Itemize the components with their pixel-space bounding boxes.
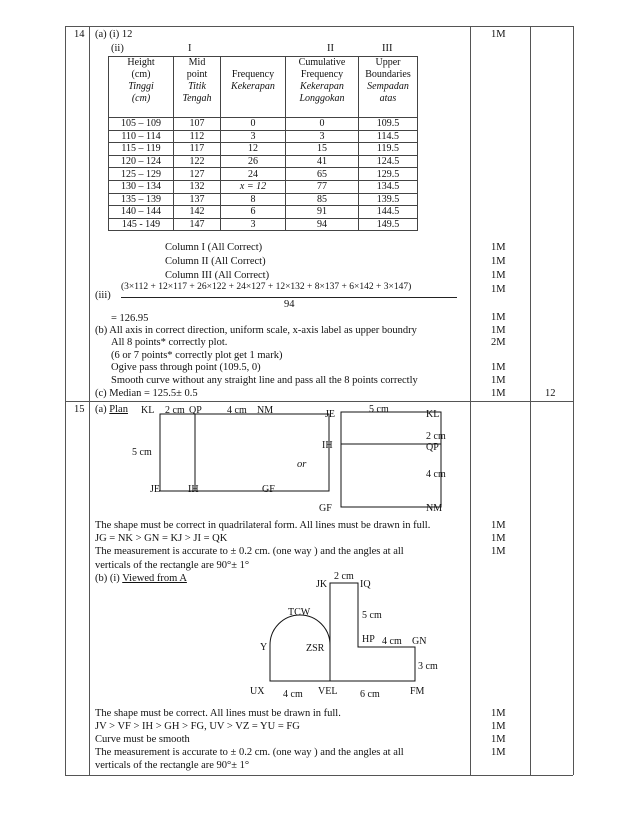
label-nm: NM	[426, 503, 443, 514]
table-cell: 24	[221, 168, 286, 181]
table-row	[109, 143, 418, 156]
mark: 1M	[491, 708, 506, 719]
q15-a-text-1: The shape must be correct in quadrilateral form. All lines must be drawn in full.	[95, 520, 431, 531]
q15-a-text-2: JG = NK > GN = KJ > JI = QK	[95, 533, 228, 544]
q15-b-heading: (b) (i) Viewed from A	[95, 573, 187, 584]
table-cell: 6	[221, 206, 286, 219]
mark: 1M	[491, 388, 506, 399]
mark: 1M	[491, 734, 506, 745]
mark: 1M	[491, 533, 506, 544]
label-ux: UX	[250, 686, 265, 697]
table-cell: 0	[221, 118, 286, 131]
q14-b-line-2: All 8 points* correctly plot.	[111, 337, 228, 348]
mark: 1M	[491, 242, 506, 253]
q14-c-median: (c) Median = 125.5± 0.5	[95, 388, 198, 399]
table-row	[109, 193, 418, 206]
table-cell: 135 – 139	[109, 193, 174, 206]
table-cell: 15	[286, 143, 359, 156]
table-cell: 145 - 149	[109, 218, 174, 231]
table-cell: 107	[174, 118, 221, 131]
plan-diagram-1	[90, 400, 330, 504]
table-bottom-border	[65, 775, 573, 776]
label-qp: QP	[189, 405, 202, 416]
col-border-right	[573, 26, 574, 775]
q14-a-ii: (ii)	[111, 43, 124, 54]
check-column-i: Column I (All Correct)	[165, 242, 263, 253]
col-label-i: I	[188, 43, 192, 54]
table-row	[109, 180, 418, 193]
label-dim-4cm: 4 cm	[426, 469, 446, 480]
table-cell: 12	[221, 143, 286, 156]
table-header-row	[109, 57, 418, 118]
plan-heading: Plan	[109, 404, 128, 415]
label-dim-2cm: 2 cm	[165, 405, 185, 416]
mark: 1M	[491, 325, 506, 336]
q14-total-marks: 12	[545, 388, 556, 399]
mean-result: = 126.95	[111, 313, 149, 324]
label-dim-6cm: 6 cm	[360, 689, 380, 700]
table-cell: 109.5	[359, 118, 418, 131]
header-upper: Upper Boundaries Sempadan atas	[359, 57, 418, 118]
table-cell: 41	[286, 155, 359, 168]
table-cell: 26	[221, 155, 286, 168]
label-kl: KL	[141, 405, 155, 416]
q14-b-line-3: (6 or 7 points* correctly plot get 1 mark)	[111, 350, 283, 361]
mark: 1M	[491, 520, 506, 531]
check-column-iii: Column III (All Correct)	[165, 270, 270, 281]
mark: 1M	[491, 747, 506, 758]
mark: 1M	[491, 362, 506, 373]
table-cell: 0	[286, 118, 359, 131]
fraction-bar	[121, 297, 457, 298]
q15-a-heading: (a) Plan	[95, 404, 128, 415]
q14-a-i: (a) (i) 12	[95, 29, 133, 40]
plan-diagram-2	[318, 400, 468, 515]
question-number-14: 14	[74, 29, 85, 40]
table-cell: 129.5	[359, 168, 418, 181]
table-cell: 127	[174, 168, 221, 181]
table-cell: 149.5	[359, 218, 418, 231]
frequency-table	[108, 56, 418, 231]
label-dim-5cm: 5 cm	[132, 447, 152, 458]
label-qp: QP	[426, 442, 439, 453]
question-number-15: 15	[74, 404, 85, 415]
q15-b-text-5: verticals of the rectangle are 90°± 1°	[95, 760, 250, 771]
label-iq: IQ	[360, 579, 371, 590]
table-row	[109, 206, 418, 219]
table-cell: 122	[174, 155, 221, 168]
mark: 2M	[491, 337, 506, 348]
mark: 1M	[491, 721, 506, 732]
label-hp: HP	[362, 634, 375, 645]
table-cell: 8	[221, 193, 286, 206]
q14-b-line-4: Ogive pass through point (109.5, 0)	[111, 362, 261, 373]
table-cell: 117	[174, 143, 221, 156]
label-dim-4cm-top: 4 cm	[382, 636, 402, 647]
mark: 1M	[491, 29, 506, 40]
label-dim-4cm-bottom: 4 cm	[283, 689, 303, 700]
label-dim-2cm: 2 cm	[426, 431, 446, 442]
mark: 1M	[491, 312, 506, 323]
label-gf: GF	[262, 484, 275, 495]
table-cell: 130 – 134	[109, 180, 174, 193]
table-cell: 119.5	[359, 143, 418, 156]
mark: 1M	[491, 284, 506, 295]
col-border-marks	[530, 26, 531, 775]
q15-b-text-3: Curve must be smooth	[95, 734, 190, 745]
table-row	[109, 118, 418, 131]
col-border-left	[65, 26, 66, 775]
col-label-ii: II	[327, 43, 334, 54]
label-dim-4cm: 4 cm	[227, 405, 247, 416]
label-tcw: TCW	[288, 607, 311, 618]
q14-b-line-1: (b) All axis in correct direction, uniform scale, x-axis label as upper boundry	[95, 325, 417, 336]
q15-b-text-2: JV > VF > IH > GH > FG, UV > VZ = YU = FG	[95, 721, 300, 732]
table-cell: 120 – 124	[109, 155, 174, 168]
table-cell: x = 12	[221, 180, 286, 193]
label-dim-5cm: 5 cm	[362, 610, 382, 621]
table-row	[109, 155, 418, 168]
label-kl: KL	[426, 409, 440, 420]
label-dim-5cm: 5 cm	[369, 404, 389, 415]
table-cell: 142	[174, 206, 221, 219]
table-cell: 147	[174, 218, 221, 231]
table-cell: 140 – 144	[109, 206, 174, 219]
table-cell: 110 – 114	[109, 130, 174, 143]
table-cell: 137	[174, 193, 221, 206]
table-cell: 77	[286, 180, 359, 193]
label-je: JE	[325, 409, 335, 420]
label-jk: JK	[316, 579, 328, 590]
q15-a-text-3: The measurement is accurate to ± 0.2 cm. (one way ) and the angles at all	[95, 546, 404, 557]
q14-iii-label: (iii)	[95, 290, 111, 301]
table-cell: 3	[286, 130, 359, 143]
table-cell: 134.5	[359, 180, 418, 193]
q15-a-text-4: verticals of the rectangle are 90°± 1°	[95, 560, 250, 571]
table-cell: 3	[221, 130, 286, 143]
table-cell: 144.5	[359, 206, 418, 219]
or-connector: or	[297, 459, 307, 470]
table-cell: 112	[174, 130, 221, 143]
table-cell: 85	[286, 193, 359, 206]
table-cell: 139.5	[359, 193, 418, 206]
label-gf: GF	[319, 503, 332, 514]
table-cell: 3	[221, 218, 286, 231]
mark: 1M	[491, 270, 506, 281]
table-cell: 114.5	[359, 130, 418, 143]
q15-b-text-4: The measurement is accurate to ± 0.2 cm. (one way ) and the angles at all	[95, 747, 404, 758]
mark: 1M	[491, 256, 506, 267]
viewed-from-a-heading: Viewed from A	[122, 573, 187, 584]
check-column-ii: Column II (All Correct)	[165, 256, 266, 267]
label-dim-2cm: 2 cm	[334, 571, 354, 582]
col-label-iii: III	[382, 43, 393, 54]
mark: 1M	[491, 375, 506, 386]
table-cell: 105 – 109	[109, 118, 174, 131]
table-cell: 124.5	[359, 155, 418, 168]
elevation-diagram	[250, 565, 475, 700]
q14-b-line-5: Smooth curve without any straight line and pass all the 8 points correctly	[111, 375, 418, 386]
table-cell: 65	[286, 168, 359, 181]
label-ih: IH	[188, 484, 199, 495]
table-cell: 132	[174, 180, 221, 193]
label-gn: GN	[412, 636, 427, 647]
table-row	[109, 168, 418, 181]
header-height: Height (cm) Tinggi (cm)	[109, 57, 174, 118]
mean-denominator: 94	[284, 299, 295, 310]
label-nm: NM	[257, 405, 274, 416]
table-top-border	[65, 26, 573, 27]
table-cell: 91	[286, 206, 359, 219]
mean-numerator: (3×112 + 12×117 + 26×122 + 24×127 + 12×132 + 8×137 + 6×142 + 3×147)	[121, 282, 412, 292]
table-cell: 94	[286, 218, 359, 231]
label-vel: VEL	[318, 686, 338, 697]
table-row	[109, 130, 418, 143]
label-ih: IH	[322, 440, 333, 451]
mark: 1M	[491, 546, 506, 557]
header-midpoint: Mid point Titik Tengah	[174, 57, 221, 118]
header-cumulative: Cumulative Frequency Kekerapan Longgokan	[286, 57, 359, 118]
table-cell: 115 – 119	[109, 143, 174, 156]
q15-b-text-1: The shape must be correct. All lines must be drawn in full.	[95, 708, 341, 719]
table-body	[109, 118, 418, 231]
header-frequency: Frequency Kekerapan	[221, 57, 286, 118]
label-y: Y	[260, 642, 268, 653]
label-fm: FM	[410, 686, 425, 697]
label-dim-3cm: 3 cm	[418, 661, 438, 672]
label-zsr: ZSR	[306, 643, 325, 654]
table-row	[109, 218, 418, 231]
label-je: JE	[150, 484, 160, 495]
table-cell: 125 – 129	[109, 168, 174, 181]
